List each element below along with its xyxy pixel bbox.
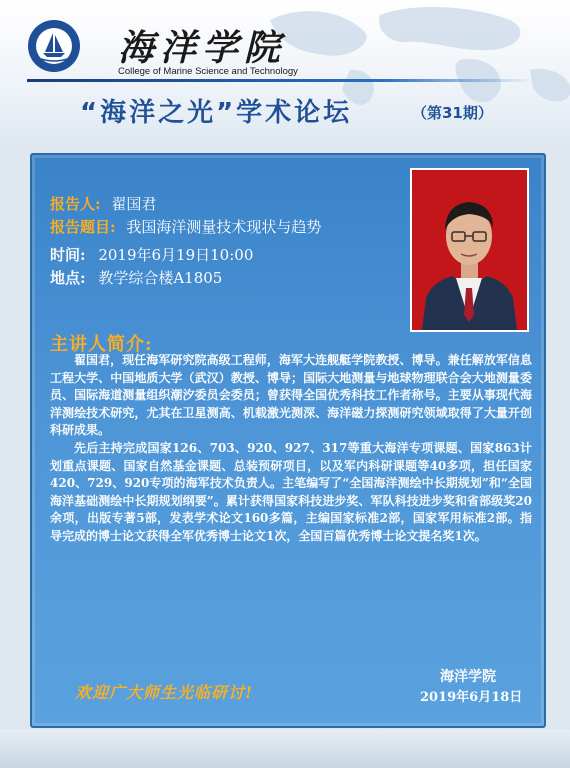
speaker-name: 翟国君	[111, 195, 157, 213]
place-label: 地点:	[50, 269, 86, 287]
issue-date: 2019年6月18日	[420, 690, 523, 705]
bio-title: 主讲人简介:	[50, 334, 153, 355]
speaker-label: 报告人:	[50, 195, 101, 213]
topic-label: 报告题目:	[50, 218, 116, 236]
footer-band	[0, 730, 570, 768]
college-name-en: College of Marine Science and Technology	[118, 66, 298, 77]
header-divider	[27, 79, 533, 82]
bio-paragraph-1: 翟国君，现任海军研究院高级工程师，海军大连舰艇学院教授、博导。兼任解放军信息工程大学、中国地质大学（武汉）教授、博导；国际大地测量与地球物理联合会大地测量委员、国际海道测量组织潮汐委员会委员；曾获得全国优秀科技工作者称号。主要从事现代海洋测绘技术研究，尤其在卫星测高、机载激光测深、海洋磁力探测研究领域取得了大量开创科研成果。	[50, 353, 532, 438]
bio-text	[50, 352, 532, 546]
time-row	[50, 244, 253, 265]
speaker-portrait	[412, 170, 527, 330]
bio-paragraph-2: 先后主持完成国家126、703、920、927、317等重大海洋专项课题、国家863计划重点课题、国家自然基金课题、总装预研项目，以及军内科研课题等40多项，担任国家420、729、920专项的海军技术负责人。主笔编写了“全国海洋测绘中长期规划”和“全国海洋基础测绘中长期规划纲要”。累计获得国家科技进步奖、军队科技进步奖和省部级奖20余项，出版专著5部，发表学术论文160多篇，主编国家标准2部，国家军用标准2部。指导完成的博士论文获得全军优秀博士论文1次，全国百篇优秀博士论文提名奖1次。	[50, 440, 532, 543]
time-text: 2019年6月19日10:00	[98, 246, 254, 264]
organizer-name: 海洋学院	[440, 669, 496, 685]
forum-title: “海洋之光”学术论坛	[80, 98, 353, 128]
topic-row	[50, 216, 321, 237]
place-text: 教学综合楼A1805	[98, 269, 223, 287]
speaker-photo	[410, 168, 529, 332]
forum-issue: （第31期）	[412, 104, 493, 122]
welcome-message: 欢迎广大师生光临研讨!	[75, 683, 254, 702]
header-banner	[0, 0, 570, 145]
college-name-cn: 海洋学院	[118, 27, 287, 69]
university-logo	[27, 19, 81, 73]
time-label: 时间:	[50, 246, 86, 264]
topic-text: 我国海洋测量技术现状与趋势	[126, 218, 322, 236]
place-row	[50, 267, 222, 288]
speaker-row	[50, 193, 156, 214]
